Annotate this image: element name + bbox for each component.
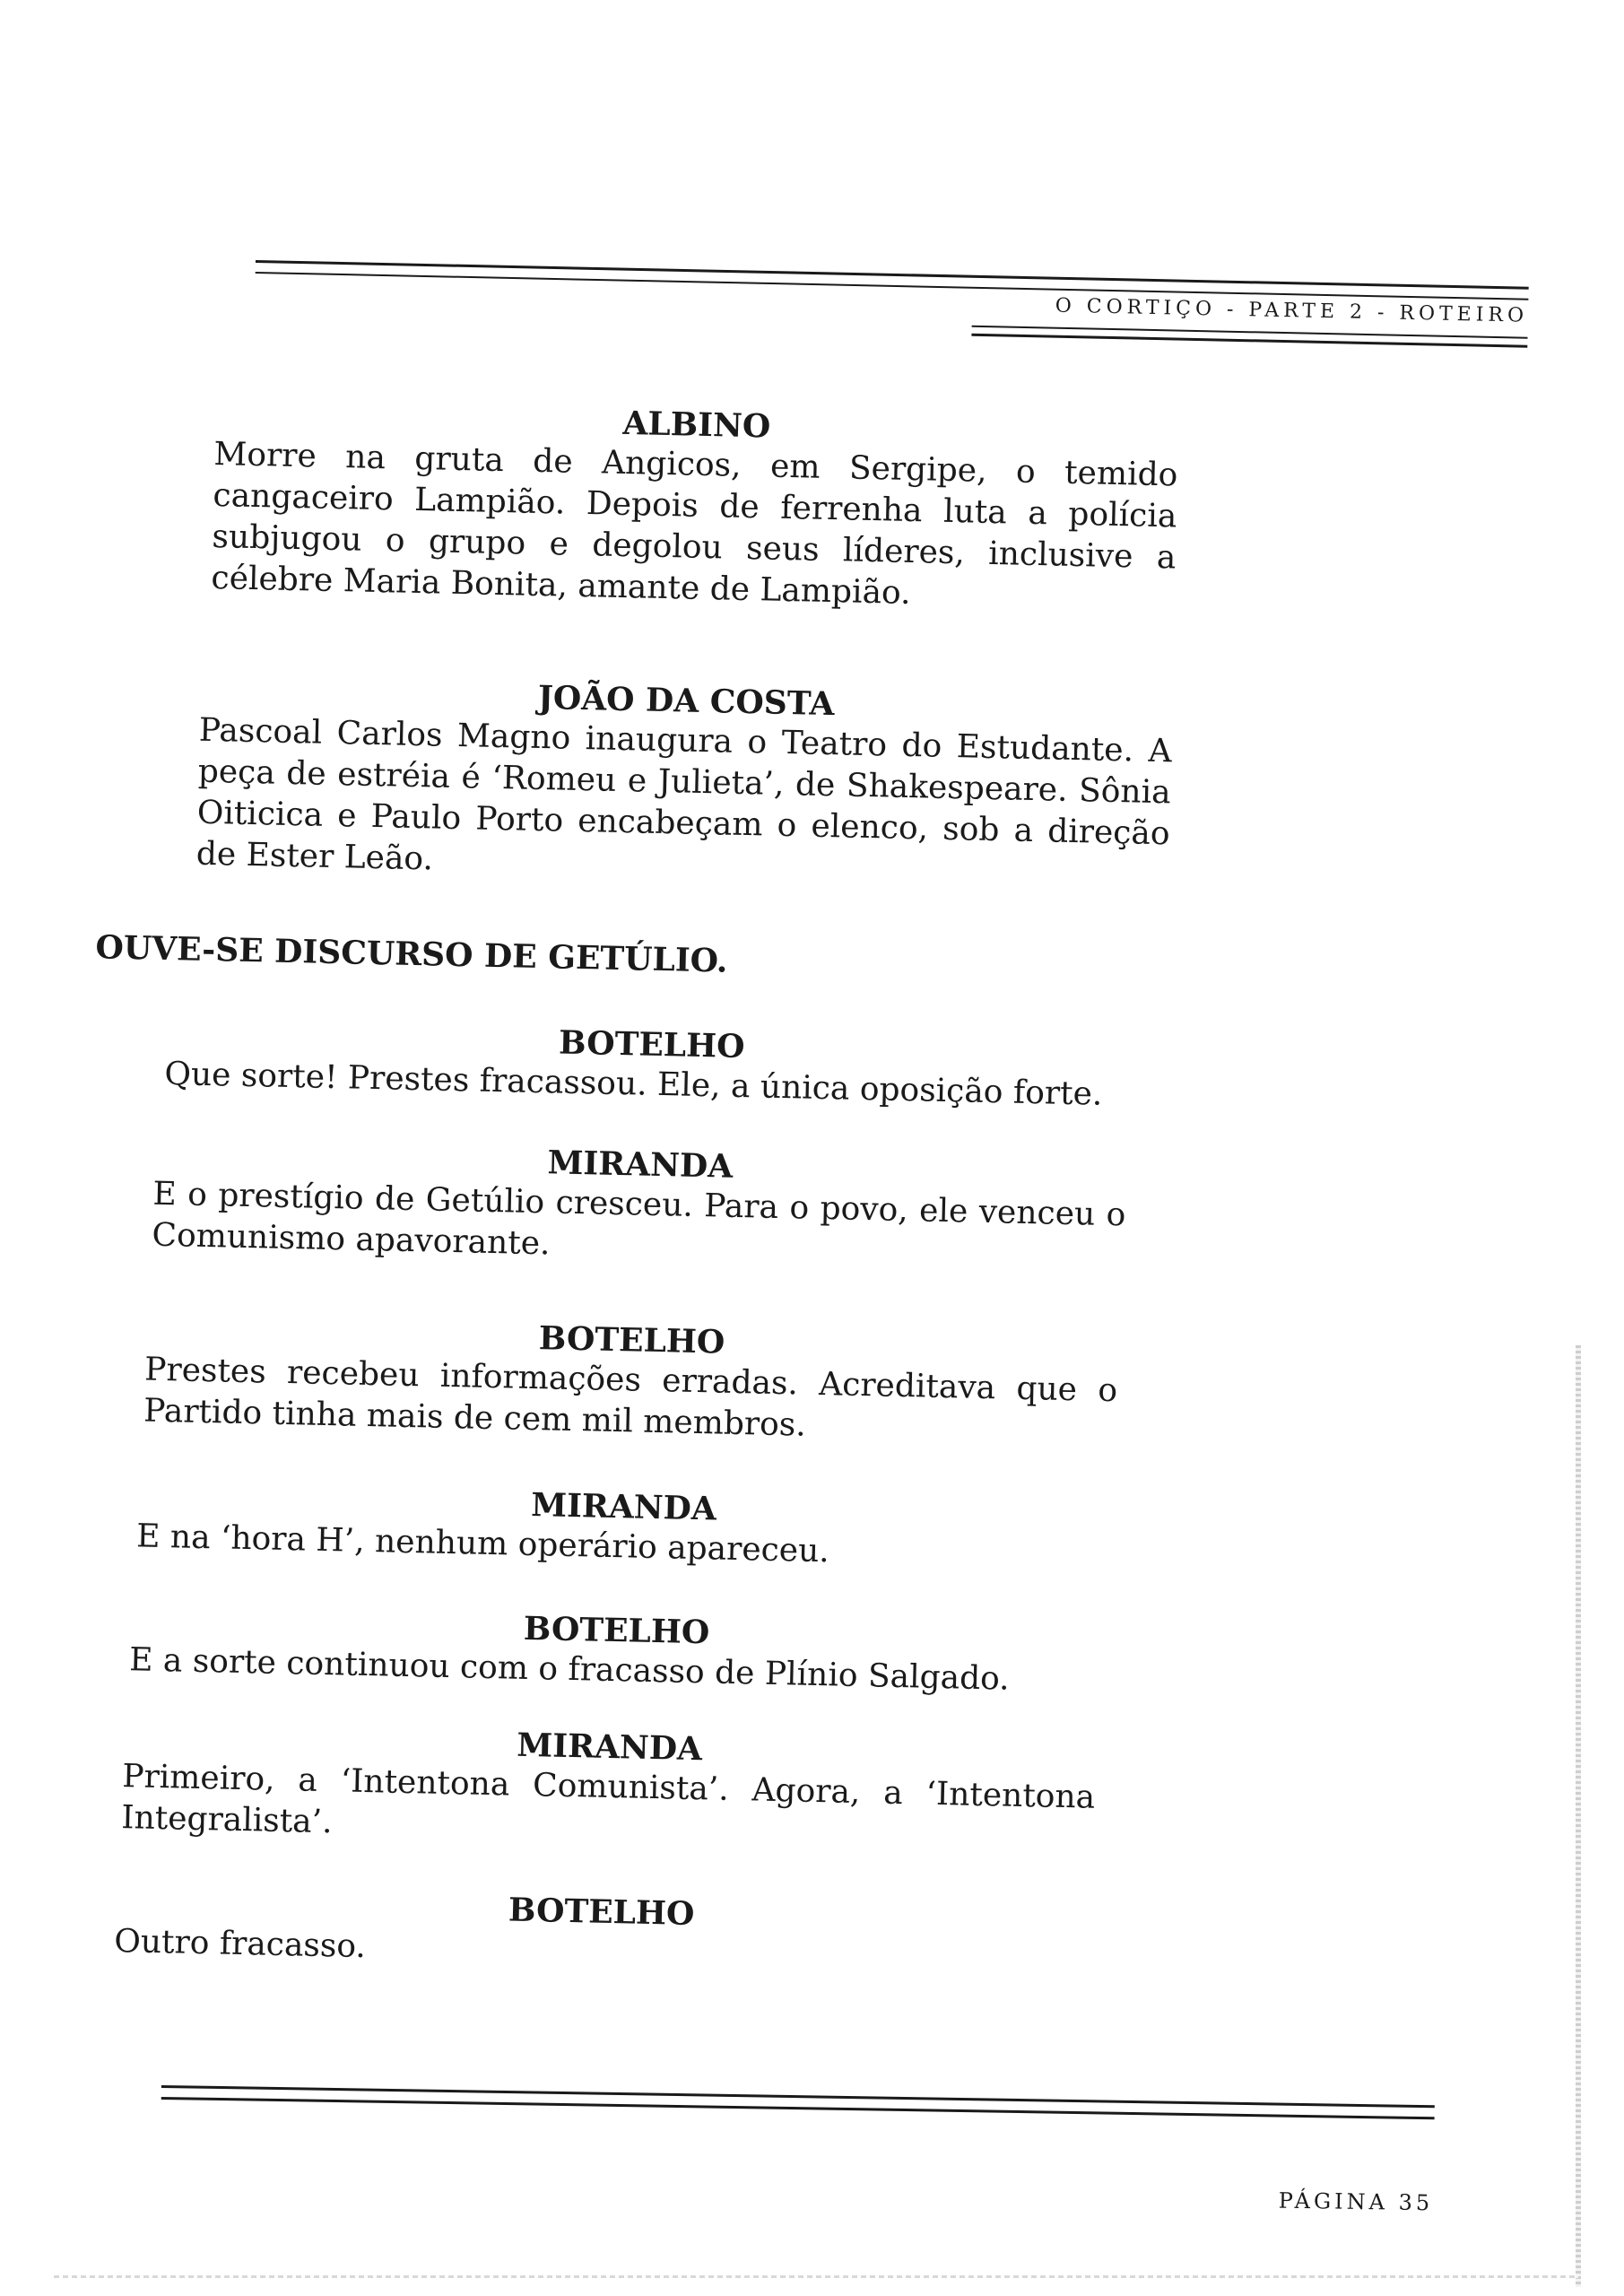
scan-bottom-artifact: [54, 2275, 1578, 2278]
speaker-name: BOTELHO: [508, 1891, 695, 1934]
speech-text: Que sorte! Prestes fracassou. Ele, a única oposição forte.: [164, 1055, 1103, 1113]
speech-text: Prestes recebeu informações erradas. Acreditava que o Partido tinha mais de cem mil membros.: [143, 1351, 1118, 1444]
speaker-name: MIRANDA: [530, 1485, 717, 1528]
dialogue-block: [129, 1600, 1104, 1702]
speech-text: E a sorte continuou com o fracasso de Plínio Salgado.: [128, 1641, 1011, 1698]
dialogue-block: [164, 1014, 1139, 1117]
speech-text: E na ‘hora H’, nenhum operário apareceu.: [135, 1518, 830, 1570]
speech-text: Pascoal Carlos Magno inaugura o Teatro do Estudante. A peça de estréia é ‘Romeu e Julieta’, de Shakespeare. Sônia Oiticica e Paulo Porto encabeçam o elenco, sob a direção de Ester Leão.: [195, 711, 1173, 878]
page-number: PÁGINA 35: [1278, 2187, 1434, 2216]
speech-text: Morre na gruta de Angicos, em Sergipe, o temido cangaceiro Lampião. Depois de ferrenha luta a polícia subjugou o grupo e degolou seus líderes, inclusive a célebre Maria Bonita, amante de Lampião.: [211, 435, 1178, 612]
dialogue-block: [143, 1310, 1119, 1454]
speech-text: Primeiro, a ‘Intentona Comunista’. Agora, a ‘Intentona Integralista’.: [120, 1758, 1096, 1841]
dialogue-block: [121, 1717, 1097, 1860]
running-header-title: O CORTIÇO - PARTE 2 - ROTEIRO: [1055, 294, 1529, 327]
dialogue-block-albino: [211, 395, 1179, 620]
dialogue-block: [114, 1882, 1089, 1984]
speech-text: E o prestígio de Getúlio cresceu. Para o povo, ele venceu o Comunismo apavorante.: [152, 1175, 1126, 1263]
footer-rule: [161, 2085, 1435, 2119]
stage-direction: [95, 926, 1316, 995]
speaker-name: MIRANDA: [547, 1144, 734, 1186]
speaker-name: BOTELHO: [523, 1609, 710, 1652]
dialogue-block: [136, 1476, 1111, 1578]
dialogue-block: [152, 1135, 1127, 1278]
speaker-name: MIRANDA: [516, 1726, 703, 1769]
dialogue-block-joao-da-costa: [195, 671, 1173, 897]
speaker-name: BOTELHO: [538, 1319, 725, 1361]
header-rule-bottom: [971, 326, 1527, 348]
speaker-name: BOTELHO: [558, 1023, 745, 1066]
header-rule-top: [256, 260, 1529, 300]
speaker-name: JOÃO DA COSTA: [537, 678, 835, 724]
scan-edge-artifact: [1576, 1345, 1581, 2287]
page-footer: [161, 2085, 1435, 2216]
stage-direction-text: OUVE-SE DISCURSO DE GETÚLIO.: [95, 928, 728, 980]
script-content: [95, 395, 1327, 1988]
page-header: [256, 260, 1529, 327]
speech-text: Outro fracasso.: [113, 1922, 367, 1966]
speaker-name: ALBINO: [622, 404, 771, 446]
